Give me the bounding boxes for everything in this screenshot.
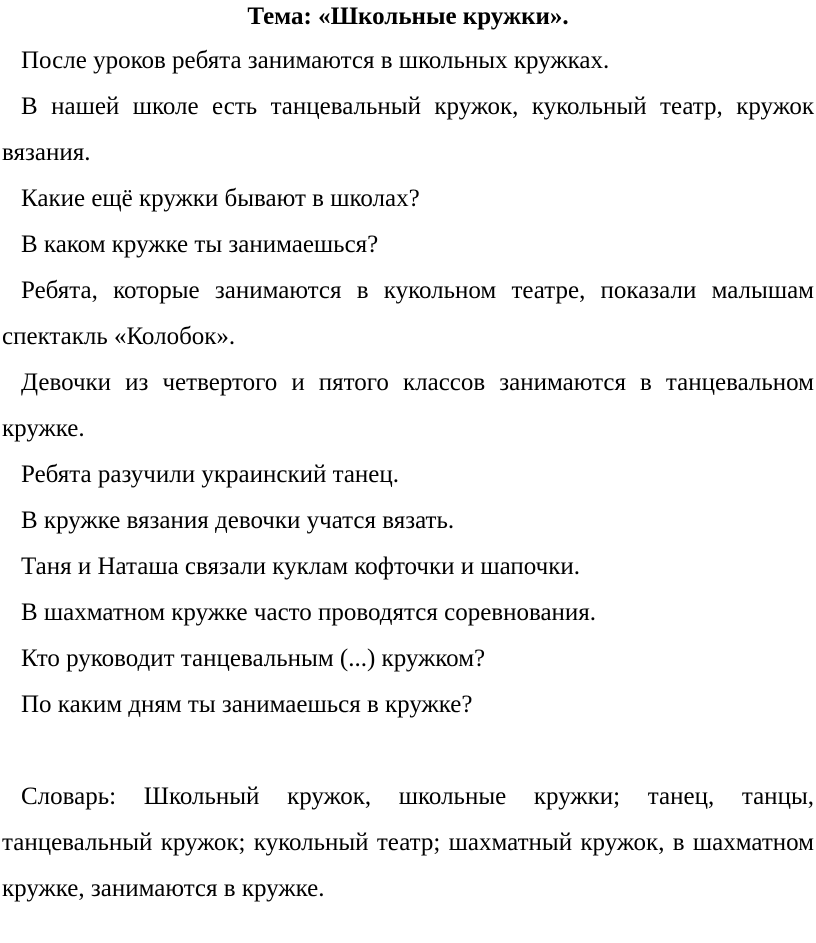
paragraph: В нашей школе есть танцевальный кружок, кукольный театр, кружок вязания. [2, 93, 814, 166]
paragraph: Кто руководит танцевальным (...) кружком? [21, 645, 486, 672]
paragraph: Таня и Наташа связали куклам кофточки и шапочки. [21, 553, 580, 580]
paragraph: В шахматном кружке часто проводятся соревнования. [21, 599, 597, 626]
paragraph: По каким дням ты занимаешься в кружке? [21, 691, 473, 718]
paragraph: Девочки из четвертого и пятого классов занимаются в танцевальном кружке. [2, 369, 814, 442]
paragraph: В каком кружке ты занимаешься? [21, 231, 379, 258]
paragraph: Ребята, которые занимаются в кукольном театре, показали малышам спектакль «Колобок». [2, 277, 814, 350]
paragraph: После уроков ребята занимаются в школьных кружках. [21, 47, 610, 74]
paragraph: Какие ещё кружки бывают в школах? [21, 185, 420, 212]
paragraph: В кружке вязания девочки учатся вязать. [21, 507, 455, 534]
document-title: Тема: «Школьные кружки». [247, 3, 569, 30]
vocabulary-paragraph: Словарь: Школьный кружок, школьные кружки; танец, танцы, танцевальный кружок; кукольный театр; шахматный кружок, в шахматном кружке, занимаются в кружке. [2, 783, 814, 902]
paragraph: Ребята разучили украинский танец. [21, 461, 400, 488]
